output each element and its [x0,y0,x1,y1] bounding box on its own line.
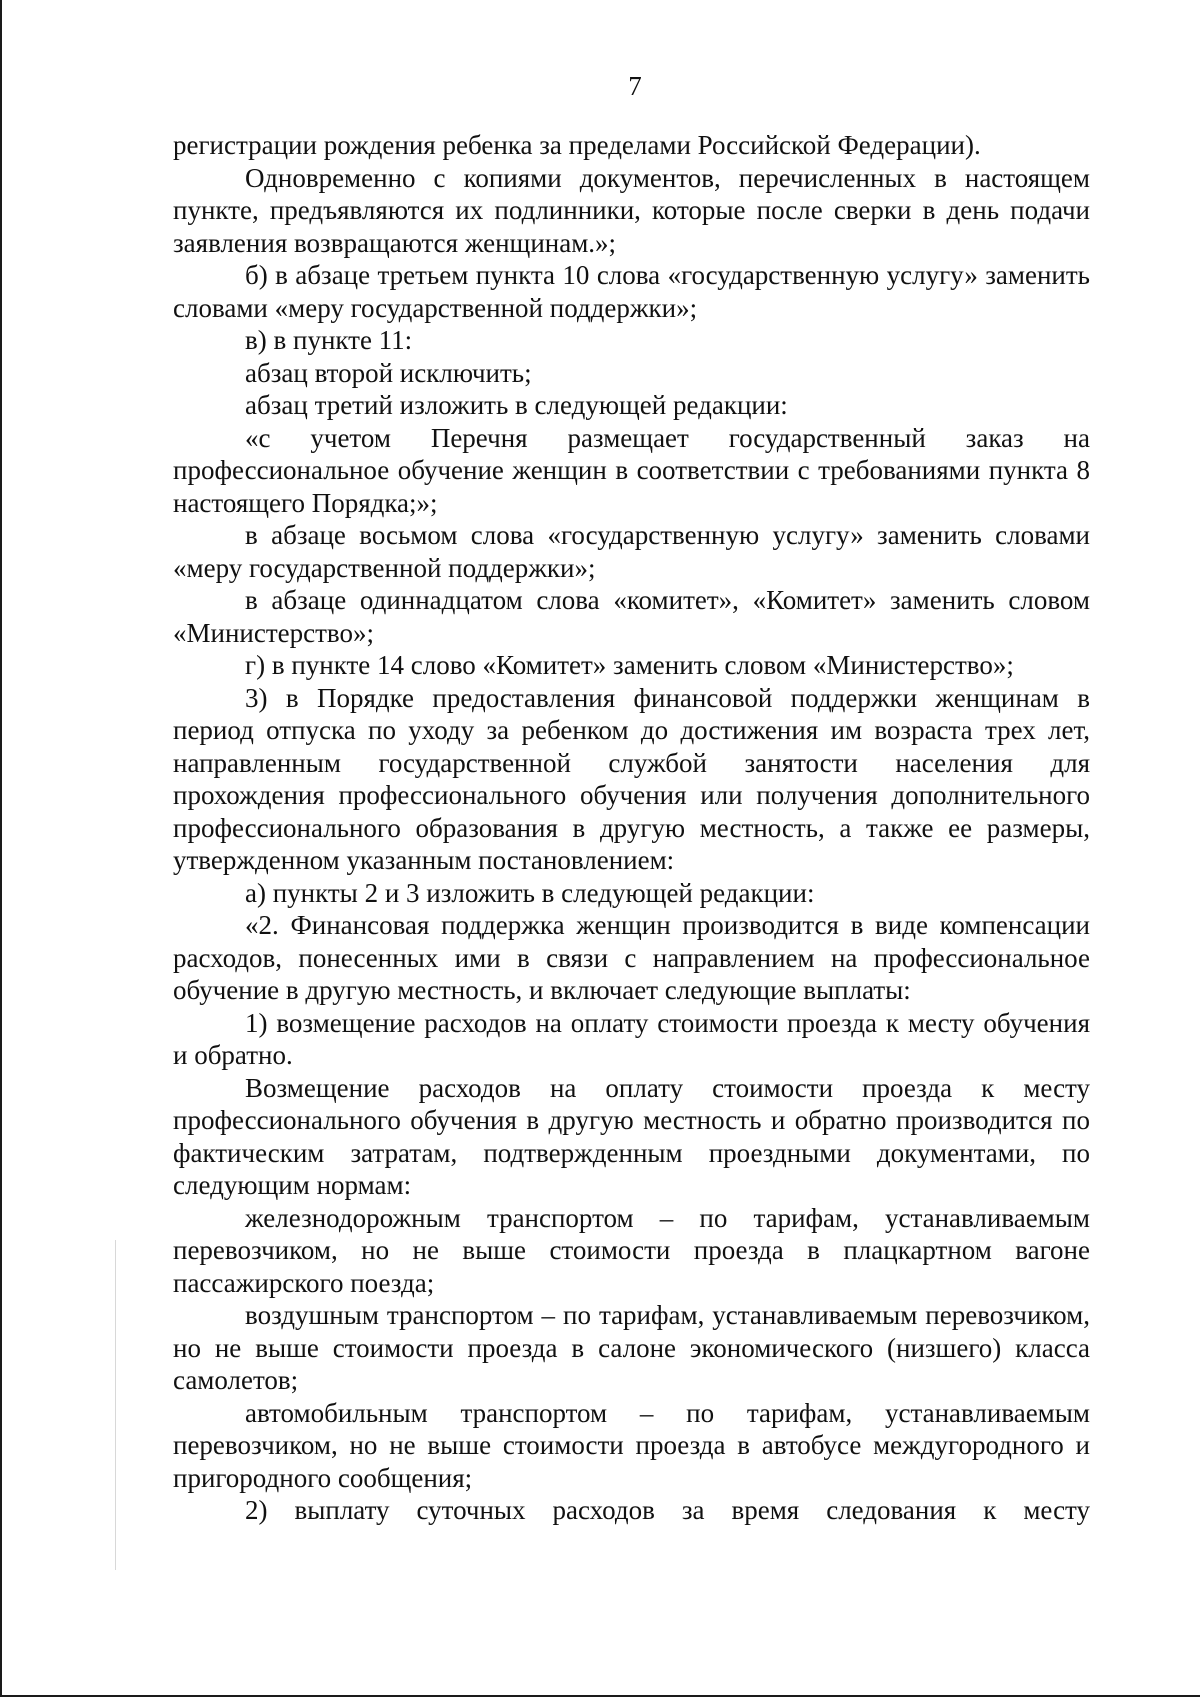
paragraph: 3) в Порядке предоставления финансовой поддержки женщинам в период отпуска по уходу за ребенком до достижения им возраста трех лет, направленным государственной службой занятости населения для прохождения профессионального обучения или получения дополнительного профессионального образования в другую местность, а также ее размеры, утвержденном указанным постановлением: [173,682,1090,875]
page-number: 7 [628,71,642,101]
paragraph: Одновременно с копиями документов, перечисленных в настоящем пункте, предъявляются их подлинники, которые после сверки в день подачи заявления возвращаются женщинам.»; [173,162,1090,258]
paragraph: железнодорожным транспортом – по тарифам, устанавливаемым перевозчиком, но не выше стоимости проезда в плацкартном вагоне пассажирского поезда; [173,1202,1090,1298]
paragraph: г) в пункте 14 слово «Комитет» заменить словом «Министерство»; [245,650,1014,680]
paragraph: в) в пункте 11: [245,325,413,355]
paragraph: абзац второй исключить; [245,357,532,388]
paragraph: б) в абзаце третьем пункта 10 слова «государственную услугу» заменить словами «меру государственной поддержки»; [173,260,1090,323]
paragraph: регистрации рождения ребенка за пределами Российской Федерации). [173,130,981,160]
paragraph: 1) возмещение расходов на оплату стоимости проезда к месту обучения и обратно. [173,1007,1090,1070]
paragraph: 2) выплату суточных расходов за время следования к месту [245,1495,1090,1525]
paragraph: в абзаце восьмом слова «государственную услугу» заменить словами «меру государственной поддержки»; [173,520,1090,583]
scan-artifact-line [115,1240,116,1570]
paragraph: в абзаце одиннадцатом слова «комитет», «Комитет» заменить словом «Министерство»; [173,585,1090,648]
paragraph: «с учетом Перечня размещает государственный заказ на профессиональное обучение женщин в соответствии с требованиями пункта 8 настоящего Порядка;»; [173,422,1090,518]
scan-edge-left [0,0,2,1697]
paragraph: автомобильным транспортом – по тарифам, устанавливаемым перевозчиком, но не выше стоимости проезда в автобусе междугородного и пригородного сообщения; [173,1397,1090,1493]
paragraph: Возмещение расходов на оплату стоимости проезда к месту профессионального обучения в другую местность и обратно производится по фактическим затратам, подтвержденным проездными документами, по следующим нормам: [173,1072,1090,1200]
paragraph: абзац третий изложить в следующей редакции: [245,390,788,420]
document-body [173,129,1090,1527]
paragraph: а) пункты 2 и 3 изложить в следующей редакции: [245,877,815,908]
paragraph: воздушным транспортом – по тарифам, устанавливаемым перевозчиком, но не выше стоимости проезда в салоне экономического (низшего) класса самолетов; [173,1300,1090,1395]
paragraph: «2. Финансовая поддержка женщин производится в виде компенсации расходов, понесенных ими в связи с направлением на профессиональное обучение в другую местность, и включает следующие выплаты: [173,910,1090,1005]
